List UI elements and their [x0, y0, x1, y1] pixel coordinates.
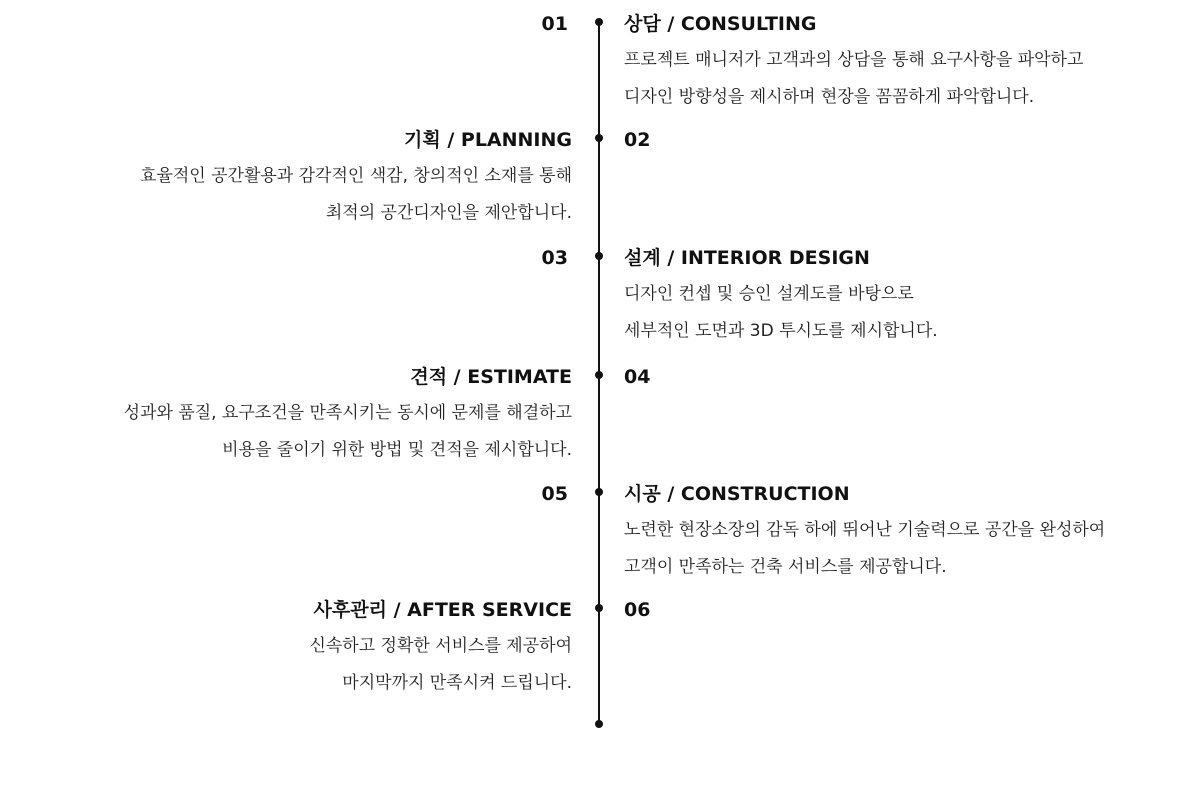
timeline-end-dot [595, 720, 603, 728]
step-description-1-line-1: 프로젝트 매니저가 고객과의 상담을 통해 요구사항을 파악하고 [624, 50, 1084, 70]
step-number-5: 05 [541, 483, 568, 505]
step-6 [309, 597, 572, 702]
step-title-5: 시공 / CONSTRUCTION [624, 483, 850, 505]
step-description-5 [624, 512, 1105, 586]
step-number-3: 03 [541, 247, 568, 269]
step-3 [624, 245, 938, 350]
timeline-dot-6 [595, 604, 603, 612]
step-description-5-line-1: 노련한 현장소장의 감독 하에 뛰어난 기술력으로 공간을 완성하여 [624, 520, 1106, 540]
step-description-4-line-1: 성과와 품질, 요구조건을 만족시키는 동시에 문제를 해결하고 [123, 403, 572, 423]
step-description-3-line-2: 세부적인 도면과 3D 투시도를 제시합니다. [624, 321, 938, 341]
step-number-4: 04 [624, 366, 651, 388]
step-number-6: 06 [624, 599, 651, 621]
step-title-2: 기획 / PLANNING [404, 129, 572, 151]
step-2 [140, 127, 572, 232]
step-description-4-line-2: 비용을 줄이기 위한 방법 및 견적을 제시합니다. [222, 440, 572, 460]
timeline-dot-1 [595, 18, 603, 26]
step-title-1: 상담 / CONSULTING [624, 13, 817, 35]
step-description-1-line-2: 디자인 방향성을 제시하며 현장을 꼼꼼하게 파악합니다. [624, 87, 1035, 107]
step-title-6: 사후관리 / AFTER SERVICE [313, 599, 572, 621]
timeline-dot-4 [595, 371, 603, 379]
step-description-6 [309, 628, 572, 702]
step-description-2 [140, 158, 572, 232]
timeline-dot-5 [595, 488, 603, 496]
timeline-dot-3 [595, 252, 603, 260]
step-description-2-line-2: 최적의 공간디자인을 제안합니다. [325, 203, 572, 223]
step-title-4: 견적 / ESTIMATE [410, 366, 572, 388]
step-description-3 [624, 276, 938, 350]
step-description-6-line-1: 신속하고 정확한 서비스를 제공하여 [309, 636, 572, 656]
step-title-3: 설계 / INTERIOR DESIGN [624, 247, 870, 269]
step-description-2-line-1: 효율적인 공간활용과 감각적인 색감, 창의적인 소재를 통해 [140, 166, 572, 186]
step-1 [624, 11, 1083, 116]
step-4 [124, 364, 572, 469]
step-description-4 [124, 395, 572, 469]
step-description-3-line-1: 디자인 컨셉 및 승인 설계도를 바탕으로 [624, 284, 914, 304]
step-5 [624, 481, 1105, 586]
step-number-1: 01 [541, 13, 568, 35]
timeline-dot-2 [595, 134, 603, 142]
step-description-6-line-2: 마지막까지 만족시켜 드립니다. [342, 673, 572, 693]
step-number-2: 02 [624, 129, 651, 151]
step-description-5-line-2: 고객이 만족하는 건축 서비스를 제공합니다. [624, 557, 947, 577]
step-description-1 [624, 42, 1083, 116]
